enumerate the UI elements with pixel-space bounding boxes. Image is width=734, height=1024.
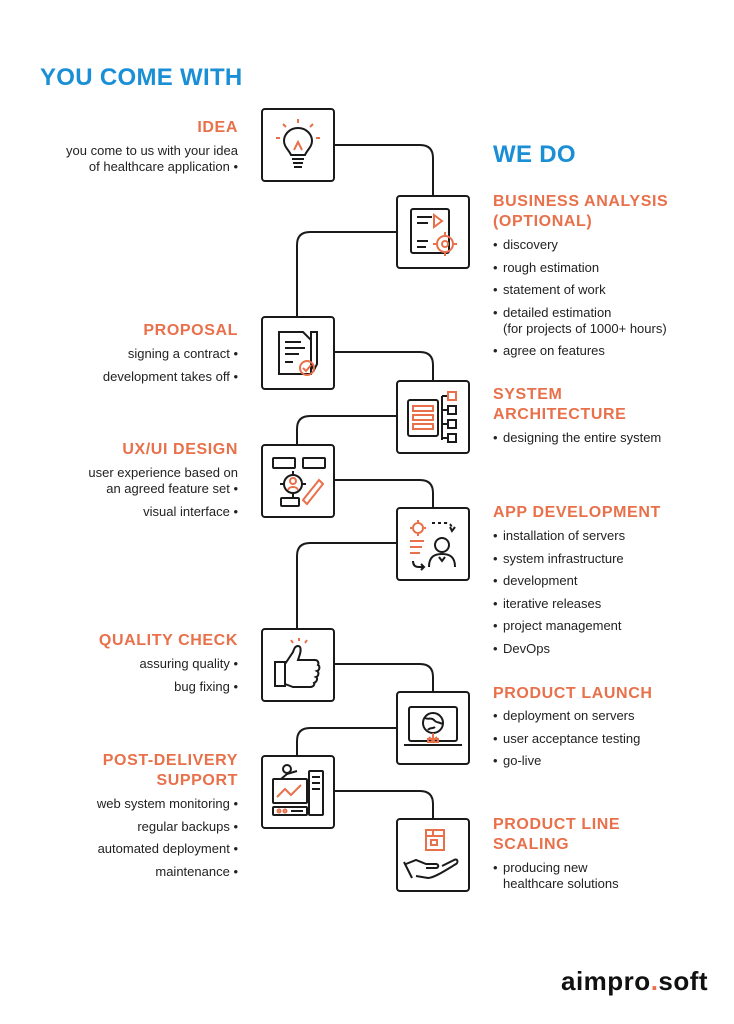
idea-title: IDEA (197, 119, 238, 136)
list-item: • DevOps (493, 641, 625, 657)
list-item: • detailed estimation (for projects of 1000+ hours) (493, 305, 667, 337)
thumbs-up-icon (261, 628, 335, 702)
post-delivery-title: POST-DELIVERY SUPPORT (102, 752, 238, 789)
product-line-scaling-title: PRODUCT LINE SCALING (493, 816, 621, 853)
list-item: bug fixing • (140, 679, 239, 695)
list-item: • development (493, 573, 625, 589)
idea-items (66, 143, 238, 182)
uxui-title: UX/UI DESIGN (122, 441, 238, 458)
list-item: • agree on features (493, 343, 667, 359)
system-architecture-title: SYSTEM ARCHITECTURE (493, 386, 627, 423)
aimprosoft-logo: aimpro.soft (561, 966, 709, 996)
list-item: • rough estimation (493, 260, 667, 276)
list-item: signing a contract • (103, 346, 238, 362)
post-delivery-items (97, 796, 238, 886)
lightbulb-icon (261, 108, 335, 182)
business-analysis-title: BUSINESS ANALYSIS (OPTIONAL) (493, 193, 669, 230)
list-item: • designing the entire system (493, 430, 661, 446)
quality-check-items (140, 656, 239, 701)
support-icon (261, 755, 335, 829)
we-do-heading: WE DO (493, 141, 576, 168)
you-come-with-heading: YOU COME WITH (40, 64, 243, 91)
list-item: development takes off • (103, 369, 238, 385)
list-item: • producing new healthcare solutions (493, 860, 619, 892)
business-analysis-icon (396, 195, 470, 269)
list-item: • statement of work (493, 282, 667, 298)
list-item: maintenance • (97, 864, 238, 880)
product-line-scaling-items (493, 860, 619, 899)
product-launch-title: PRODUCT LAUNCH (493, 685, 653, 702)
list-item: regular backups • (97, 819, 238, 835)
proposal-items (103, 346, 238, 391)
list-item: • deployment on servers (493, 708, 640, 724)
proposal-title: PROPOSAL (143, 322, 238, 339)
app-development-items (493, 528, 625, 663)
list-item: • user acceptance testing (493, 731, 640, 747)
list-item: assuring quality • (140, 656, 239, 672)
architecture-icon (396, 380, 470, 454)
launch-icon (396, 691, 470, 765)
system-architecture-items (493, 430, 661, 453)
list-item: • go-live (493, 753, 640, 769)
business-analysis-items (493, 237, 667, 366)
list-item: user experience based on an agreed feature set • (88, 465, 238, 497)
list-item: visual interface • (88, 504, 238, 520)
list-item: • iterative releases (493, 596, 625, 612)
ux-design-icon (261, 444, 335, 518)
developer-icon (396, 507, 470, 581)
list-item: automated deployment • (97, 841, 238, 857)
list-item: • discovery (493, 237, 667, 253)
list-item: web system monitoring • (97, 796, 238, 812)
scaling-icon (396, 818, 470, 892)
contract-icon (261, 316, 335, 390)
list-item: • system infrastructure (493, 551, 625, 567)
list-item: • project management (493, 618, 625, 634)
app-development-title: APP DEVELOPMENT (493, 504, 661, 521)
uxui-items (88, 465, 238, 526)
product-launch-items (493, 708, 640, 776)
quality-check-title: QUALITY CHECK (98, 632, 238, 649)
list-item: you come to us with your idea of healthcare application • (66, 143, 238, 175)
list-item: • installation of servers (493, 528, 625, 544)
